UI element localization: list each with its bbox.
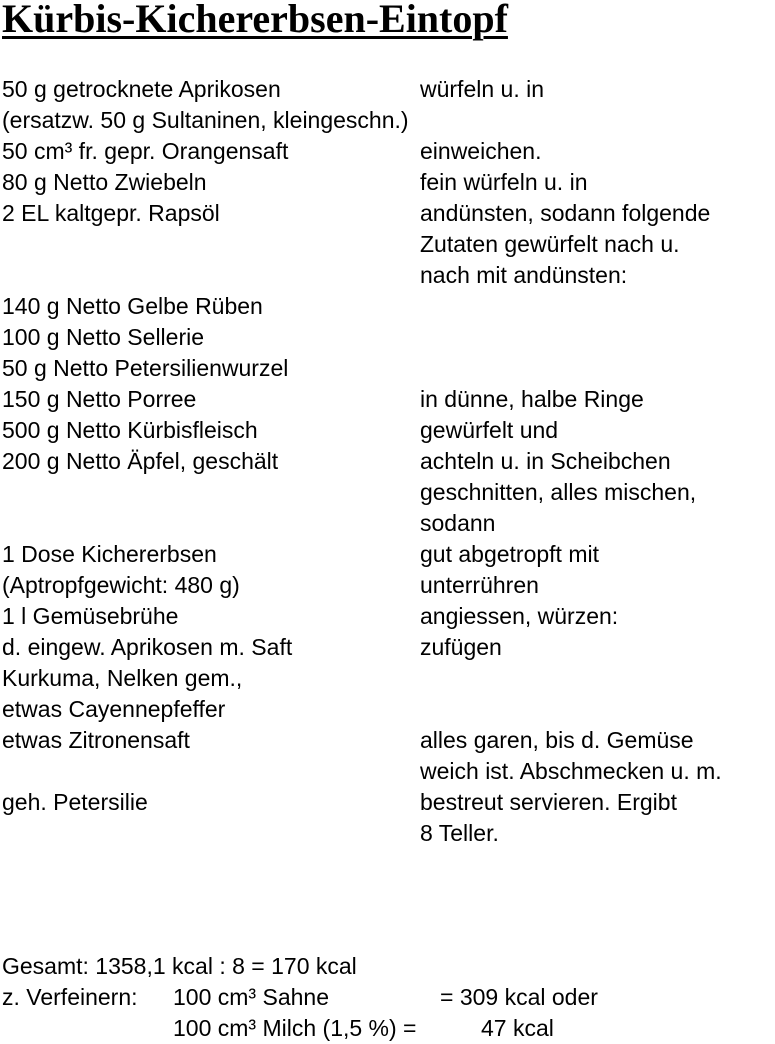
instruction-text: Zutaten gewürfelt nach u. (420, 231, 680, 257)
ingredient-text: d. eingew. Aprikosen m. Saft (2, 634, 293, 660)
recipe-row (2, 539, 775, 570)
instruction-text: zufügen (420, 634, 502, 660)
instruction-text: in dünne, halbe Ringe (420, 386, 644, 412)
ingredient-text: 100 g Netto Sellerie (2, 324, 205, 350)
total-calories: Gesamt: 1358,1 kcal : 8 = 170 kcal (2, 953, 357, 979)
instruction-text: weich ist. Abschmecken u. m. (420, 758, 722, 784)
recipe-row (2, 260, 775, 291)
ingredient-text: Kurkuma, Nelken gem., (2, 665, 243, 691)
instruction-text: gut abgetropft mit (420, 541, 599, 567)
refine-item: 100 cm³ Sahne (173, 984, 329, 1010)
recipe-row (2, 384, 775, 415)
recipe-row (2, 663, 775, 694)
recipe-row (2, 725, 775, 756)
recipe-row (2, 322, 775, 353)
instruction-text: andünsten, sodann folgende (420, 200, 711, 226)
recipe-row (2, 508, 775, 539)
recipe-row (2, 136, 775, 167)
instruction-text: alles garen, bis d. Gemüse (420, 727, 694, 753)
instruction-text: bestreut servieren. Ergibt (420, 789, 677, 815)
instruction-text: geschnitten, alles mischen, (420, 479, 697, 505)
instruction-text: achteln u. in Scheibchen (420, 448, 671, 474)
refine-value: 47 kcal (481, 1015, 554, 1041)
recipe-title: Kürbis-Kichererbsen-Eintopf (2, 0, 508, 41)
recipe-row (2, 756, 775, 787)
instruction-text: 8 Teller. (420, 820, 499, 846)
refine-label: z. Verfeinern: (2, 984, 138, 1010)
recipe-row (2, 446, 775, 477)
recipe-row (2, 601, 775, 632)
recipe-row (2, 415, 775, 446)
instruction-text: würfeln u. in (420, 76, 545, 102)
ingredient-text: (ersatzw. 50 g Sultaninen, kleingeschn.) (2, 107, 409, 133)
ingredient-text: 50 g getrocknete Aprikosen (2, 76, 281, 102)
ingredient-text: 50 cm³ fr. gepr. Orangensaft (2, 138, 289, 164)
recipe-row (2, 353, 775, 384)
refine-row (2, 982, 775, 1013)
ingredient-text: 140 g Netto Gelbe Rüben (2, 293, 263, 319)
ingredient-text: 200 g Netto Äpfel, geschält (2, 448, 279, 474)
ingredient-text: 150 g Netto Porree (2, 386, 197, 412)
recipe-row (2, 105, 775, 136)
recipe-row (2, 198, 775, 229)
instruction-text: angiessen, würzen: (420, 603, 619, 629)
instruction-text: fein würfeln u. in (420, 169, 588, 195)
recipe-row (2, 74, 775, 105)
recipe-row (2, 229, 775, 260)
ingredient-text: 1 Dose Kichererbsen (2, 541, 217, 567)
instruction-text: sodann (420, 510, 496, 536)
refine-item: 100 cm³ Milch (1,5 %) = (173, 1015, 417, 1041)
recipe-row (2, 787, 775, 818)
recipe-row (2, 167, 775, 198)
calorie-summary (2, 951, 775, 1044)
recipe-row (2, 570, 775, 601)
recipe-row (2, 477, 775, 508)
refine-value: = 309 kcal oder (440, 984, 598, 1010)
ingredient-text: 2 EL kaltgepr. Rapsöl (2, 200, 220, 226)
instruction-text: einweichen. (420, 138, 542, 164)
ingredient-text: 50 g Netto Petersilienwurzel (2, 355, 289, 381)
instruction-text: gewürfelt und (420, 417, 559, 443)
ingredient-text: etwas Cayennepfeffer (2, 696, 226, 722)
recipe-row (2, 694, 775, 725)
ingredient-text: 500 g Netto Kürbisfleisch (2, 417, 258, 443)
recipe-row (2, 818, 775, 849)
recipe-body (2, 74, 775, 849)
recipe-row (2, 632, 775, 663)
refine-row (2, 1013, 775, 1044)
ingredient-text: geh. Petersilie (2, 789, 148, 815)
ingredient-text: (Aptropfgewicht: 480 g) (2, 572, 240, 598)
instruction-text: nach mit andünsten: (420, 262, 628, 288)
total-row (2, 951, 775, 982)
ingredient-text: 1 l Gemüsebrühe (2, 603, 179, 629)
ingredient-text: etwas Zitronensaft (2, 727, 190, 753)
instruction-text: unterrühren (420, 572, 539, 598)
recipe-row (2, 291, 775, 322)
ingredient-text: 80 g Netto Zwiebeln (2, 169, 207, 195)
